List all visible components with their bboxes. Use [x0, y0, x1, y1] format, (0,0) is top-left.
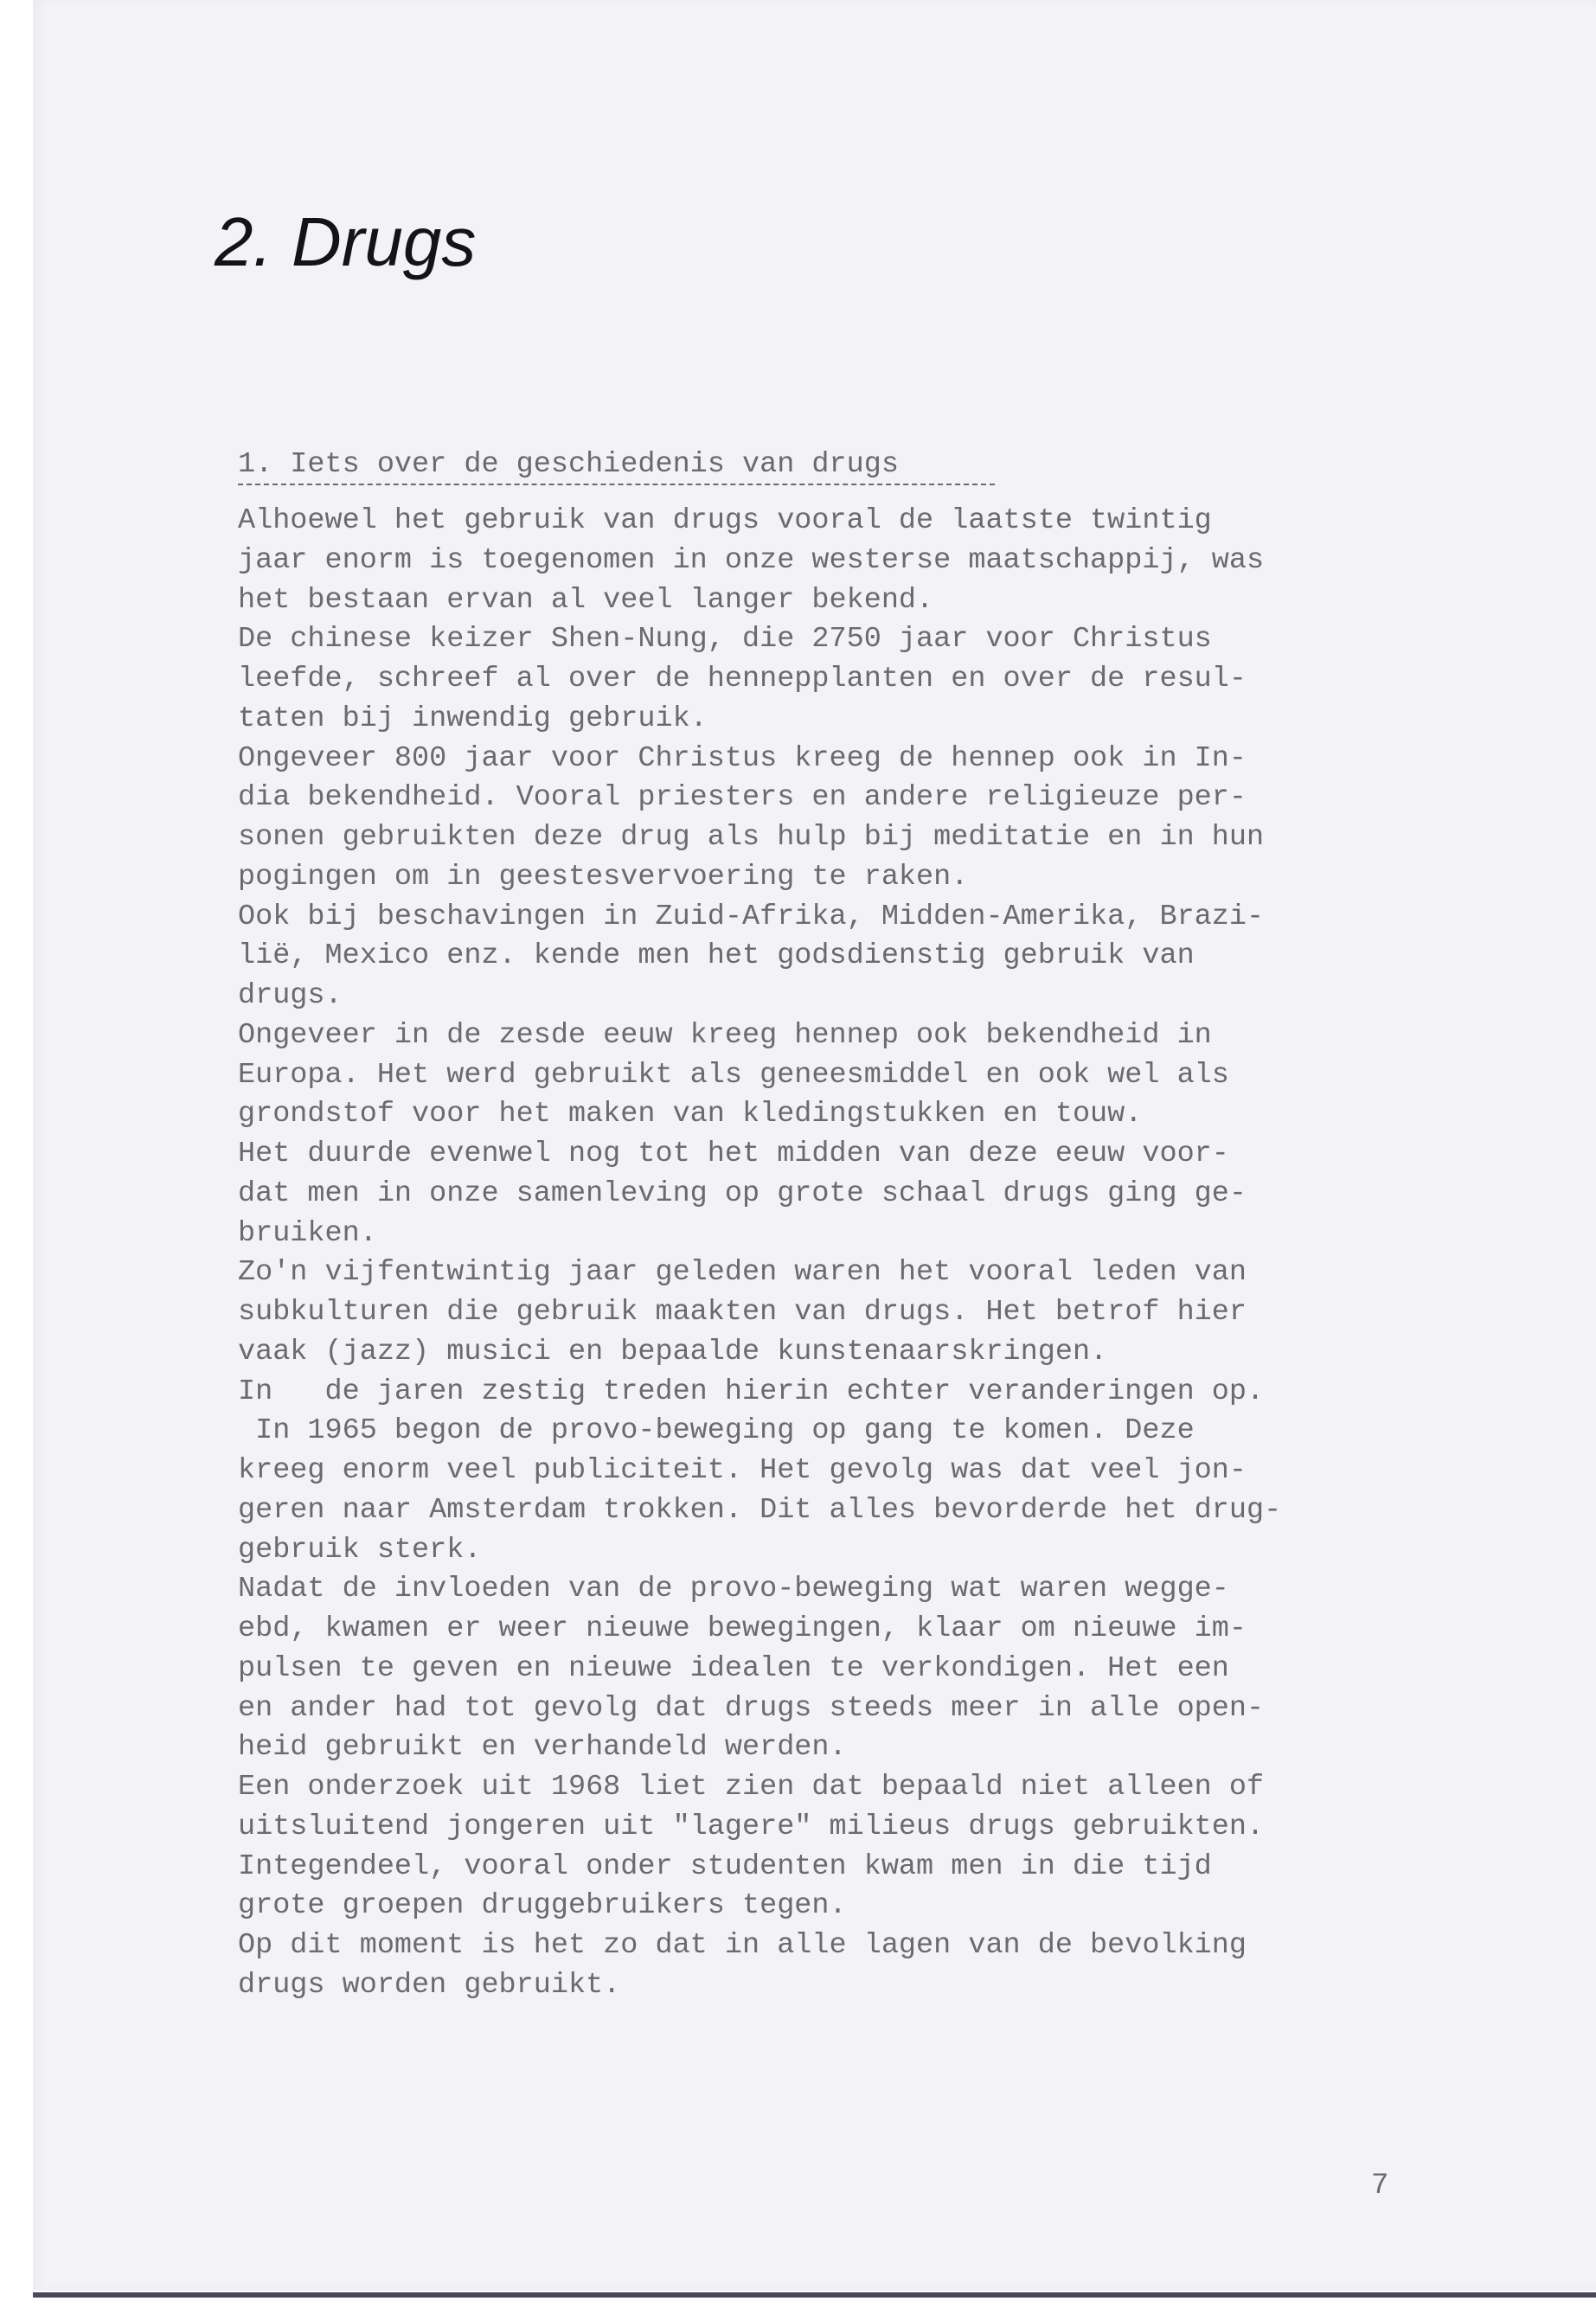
section-heading: 1. Iets over de geschiedenis van drugs — [238, 448, 899, 481]
body-line: drugs worden gebruikt. — [238, 1968, 621, 2002]
body-line: dat men in onze samenleving op grote schaal drugs ging ge- — [238, 1176, 1247, 1210]
body-line: grondstof voor het maken van kledingstukken en touw. — [238, 1098, 1143, 1131]
body-line: grote groepen druggebruikers tegen. — [238, 1889, 847, 1923]
body-line: Ongeveer 800 jaar voor Christus kreeg de hennep ook in In- — [238, 741, 1247, 775]
body-line: In 1965 begon de provo-beweging op gang te komen. Deze — [238, 1414, 1195, 1448]
chapter-title: 2. Drugs — [215, 203, 477, 280]
body-line: Zo'n vijfentwintig jaar geleden waren het vooral leden van — [238, 1256, 1247, 1290]
body-line: subkulturen die gebruik maakten van drugs. Het betrof hier — [238, 1296, 1247, 1329]
body-line: uitsluitend jongeren uit "lagere" milieus drugs gebruikten. — [238, 1810, 1265, 1843]
body-line: het bestaan ervan al veel langer bekend. — [238, 583, 934, 617]
body-line: jaar enorm is toegenomen in onze westerse maatschappij, was — [238, 543, 1265, 577]
body-line: heid gebruikt en verhandeld werden. — [238, 1731, 847, 1765]
body-line: vaak (jazz) musici en bepaalde kunstenaarskringen. — [238, 1335, 1108, 1368]
body-line: gebruik sterk. — [238, 1533, 482, 1567]
body-line: pulsen te geven en nieuwe idealen te verkondigen. Het een — [238, 1651, 1229, 1685]
body-line: drugs. — [238, 979, 343, 1012]
body-line: bruiken. — [238, 1216, 377, 1250]
body-line: Ook bij beschavingen in Zuid-Afrika, Midden-Amerika, Brazi- — [238, 900, 1265, 933]
body-line: taten bij inwendig gebruik. — [238, 702, 708, 735]
section-heading-underline — [238, 484, 995, 485]
body-line: De chinese keizer Shen-Nung, die 2750 jaar voor Christus — [238, 623, 1212, 657]
body-line: ebd, kwamen er weer nieuwe bewegingen, klaar om nieuwe im- — [238, 1612, 1247, 1645]
body-line: kreeg enorm veel publiciteit. Het gevolg was dat veel jon- — [238, 1454, 1247, 1487]
body-text — [238, 502, 1440, 2006]
body-line: Europa. Het werd gebruikt als geneesmiddel en ook wel als — [238, 1058, 1229, 1092]
body-line: lië, Mexico enz. kende men het godsdienstig gebruik van — [238, 939, 1195, 973]
bottom-edge-rule — [33, 2292, 1596, 2298]
body-line: sonen gebruikten deze drug als hulp bij meditatie en in hun — [238, 821, 1265, 854]
body-line: Alhoewel het gebruik van drugs vooral de laatste twintig — [238, 504, 1212, 537]
body-line: en ander had tot gevolg dat drugs steeds meer in alle open- — [238, 1691, 1265, 1725]
body-line: Op dit moment is het zo dat in alle lagen van de bevolking — [238, 1929, 1247, 1962]
body-line: geren naar Amsterdam trokken. Dit alles bevorderde het drug- — [238, 1493, 1282, 1527]
page-number: 7 — [1371, 2170, 1389, 2202]
body-line: In de jaren zestig treden hierin echter veranderingen op. — [238, 1375, 1265, 1408]
body-line: Integendeel, vooral onder studenten kwam men in die tijd — [238, 1849, 1212, 1883]
body-line: dia bekendheid. Vooral priesters en andere religieuze per- — [238, 781, 1247, 815]
body-line: pogingen om in geestesvervoering te raken. — [238, 860, 969, 894]
body-line: Nadat de invloeden van de provo-beweging wat waren wegge- — [238, 1573, 1229, 1606]
body-line: Een onderzoek uit 1968 liet zien dat bepaald niet alleen of — [238, 1771, 1265, 1804]
body-line: leefde, schreef al over de hennepplanten en over de resul- — [238, 663, 1247, 695]
body-line: Het duurde evenwel nog tot het midden van deze eeuw voor- — [238, 1138, 1229, 1170]
body-line: Ongeveer in de zesde eeuw kreeg hennep ook bekendheid in — [238, 1018, 1212, 1052]
